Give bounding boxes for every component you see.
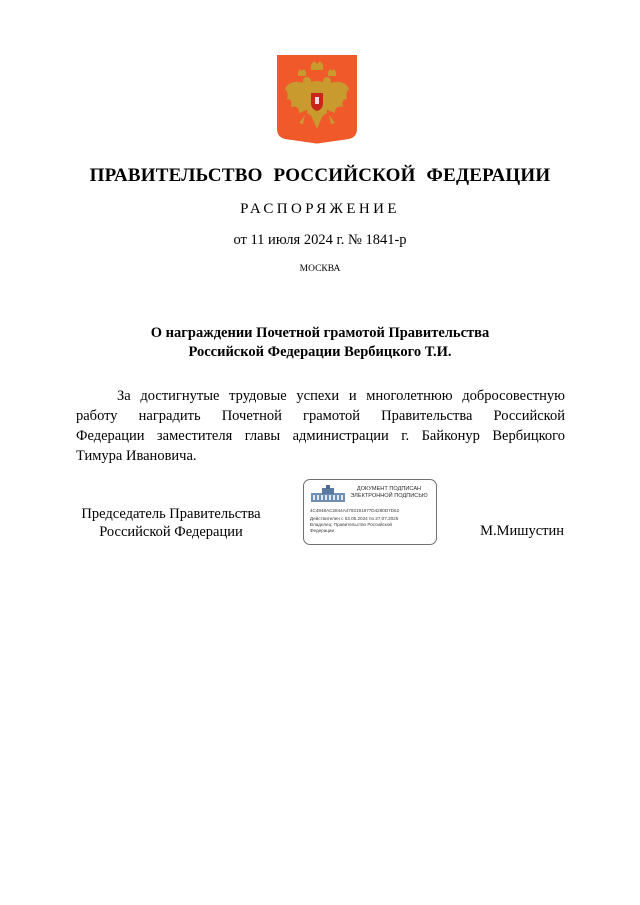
body-line: Тимура Ивановича. <box>76 448 197 464</box>
document-date-number: от 11 июля 2024 г. № 1841-р <box>233 232 407 248</box>
body-line: работу наградить Почетной грамотой Правительства Российской <box>76 408 565 424</box>
subject-line: Российской Федерации Вербицкого Т.И. <box>188 344 452 360</box>
coat-of-arms-emblem-icon <box>277 55 357 144</box>
body-line: За достигнутые трудовые успехи и многолетнюю добросовестную <box>117 388 565 404</box>
stamp-validity: Действителен с 03.05.2024 по 27.07.2025 <box>310 516 399 521</box>
document-city: МОСКВА <box>299 264 341 274</box>
government-building-icon <box>310 485 346 503</box>
government-title: ПРАВИТЕЛЬСТВО РОССИЙСКОЙ ФЕДЕРАЦИИ <box>89 165 551 186</box>
electronic-signature-stamp <box>303 479 437 545</box>
stamp-header <box>346 486 432 501</box>
stamp-owner: Владелец: Правительство Российской <box>310 522 392 527</box>
signer-position <box>76 505 266 541</box>
signer-position-line: Российской Федерации <box>99 524 243 540</box>
subject-line: О награждении Почетной грамотой Правительства <box>150 325 490 341</box>
document-subject <box>0 324 640 362</box>
stamp-owner: Федерации <box>310 528 335 533</box>
stamp-header-line: ДОКУМЕНТ ПОДПИСАН <box>356 486 422 492</box>
body-line: Федерации заместителя главы администрации г. Байконур Вербицкого <box>76 428 565 444</box>
stamp-certificate: 4C4848AC2844A4793191877D4280D7D62 <box>310 508 400 513</box>
document-body <box>76 386 565 466</box>
signer-name: М.Мишустин <box>480 523 564 539</box>
signer-position-line: Председатель Правительства <box>81 506 261 522</box>
stamp-header-line: ЭЛЕКТРОННОЙ ПОДПИСЬЮ <box>350 493 428 500</box>
document-type: РАСПОРЯЖЕНИЕ <box>240 201 400 217</box>
